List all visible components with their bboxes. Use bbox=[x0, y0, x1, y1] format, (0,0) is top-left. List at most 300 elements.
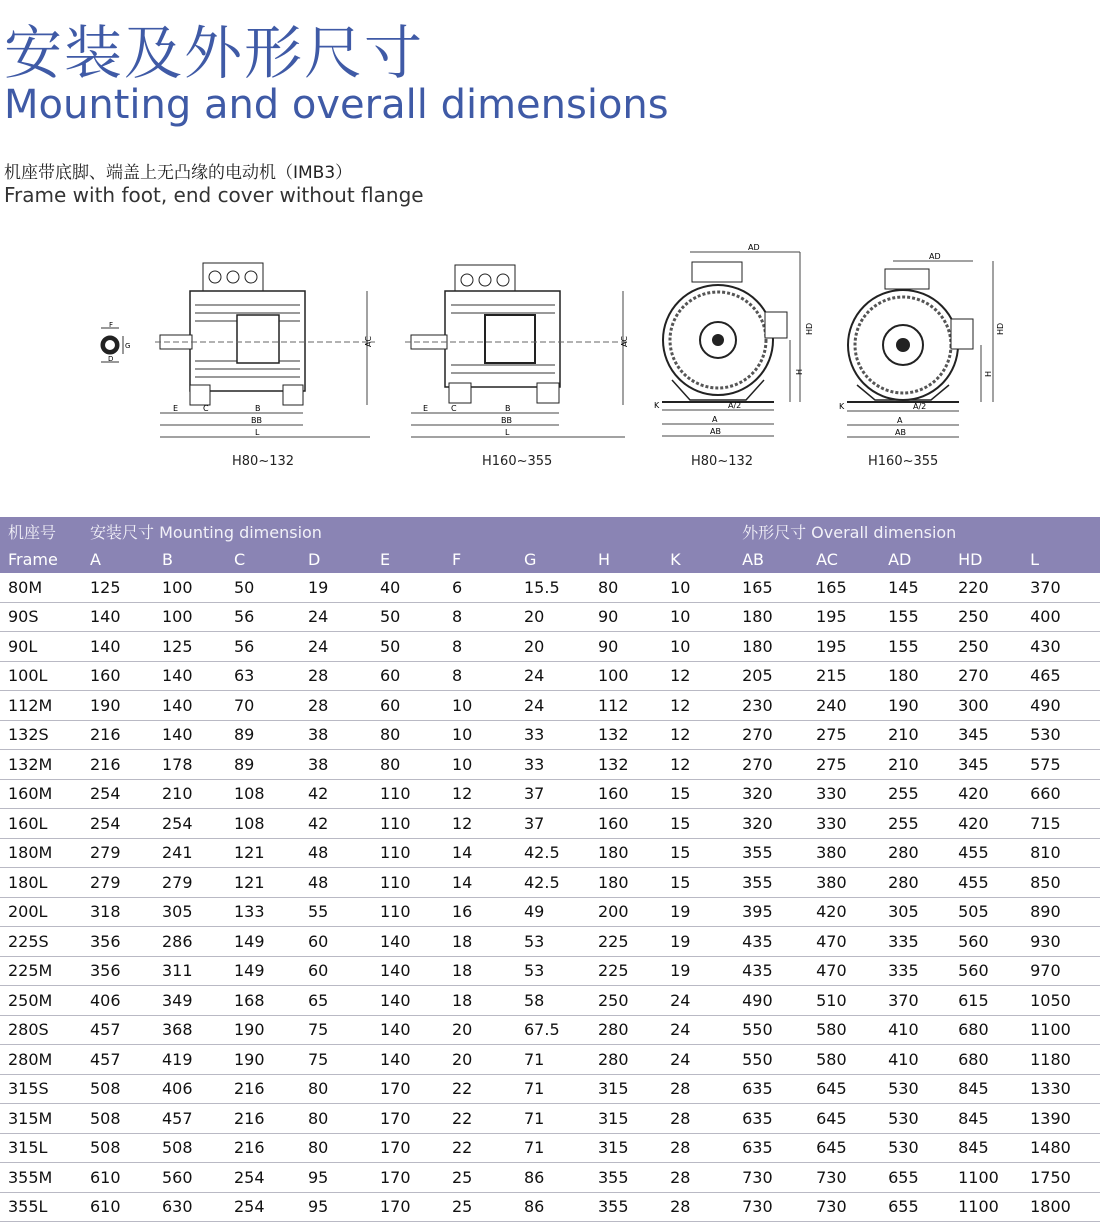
table-cell: 216 bbox=[226, 1104, 300, 1134]
table-cell: 18 bbox=[444, 986, 516, 1016]
table-cell: 970 bbox=[1022, 956, 1100, 986]
table-cell: 95 bbox=[300, 1163, 372, 1193]
table-cell: 345 bbox=[950, 750, 1022, 780]
table-cell: 455 bbox=[950, 868, 1022, 898]
table-cell: 80 bbox=[372, 750, 444, 780]
table-cell: 10 bbox=[662, 602, 734, 632]
table-cell: 28 bbox=[662, 1133, 734, 1163]
drawing-caption: H160~355 bbox=[482, 454, 553, 469]
table-cell: 19 bbox=[662, 927, 734, 957]
table-cell: 15 bbox=[662, 838, 734, 868]
table-cell: 530 bbox=[880, 1104, 950, 1134]
table-row bbox=[0, 1015, 1100, 1045]
table-cell: 505 bbox=[950, 897, 1022, 927]
table-cell: 14 bbox=[444, 868, 516, 898]
table-cell: 530 bbox=[880, 1133, 950, 1163]
table-cell: 255 bbox=[880, 809, 950, 839]
table-cell: 50 bbox=[226, 573, 300, 602]
side-small-label-e: E bbox=[173, 404, 179, 413]
table-cell: 89 bbox=[226, 720, 300, 750]
table-cell: 170 bbox=[372, 1192, 444, 1222]
table-cell: 132 bbox=[590, 720, 662, 750]
table-row bbox=[0, 691, 1100, 721]
end-small-label-hd: HD bbox=[805, 322, 814, 335]
table-cell: 730 bbox=[734, 1192, 808, 1222]
table-cell: 280 bbox=[590, 1015, 662, 1045]
table-cell: 216 bbox=[226, 1074, 300, 1104]
table-cell: 10 bbox=[662, 573, 734, 602]
table-cell: 1100 bbox=[1022, 1015, 1100, 1045]
table-cell: 60 bbox=[300, 956, 372, 986]
table-cell: 457 bbox=[82, 1045, 154, 1075]
table-cell: 508 bbox=[154, 1133, 226, 1163]
table-cell: 125 bbox=[154, 632, 226, 662]
table-cell: 318 bbox=[82, 897, 154, 927]
table-cell: 121 bbox=[226, 868, 300, 898]
table-cell: 149 bbox=[226, 927, 300, 957]
table-cell: 370 bbox=[880, 986, 950, 1016]
table-cell: 90S bbox=[0, 602, 82, 632]
table-cell: 19 bbox=[662, 897, 734, 927]
table-cell: 121 bbox=[226, 838, 300, 868]
table-cell: 50 bbox=[372, 632, 444, 662]
column-header-d: D bbox=[300, 545, 372, 573]
column-header-e: E bbox=[372, 545, 444, 573]
table-cell: 165 bbox=[808, 573, 880, 602]
table-cell: 165 bbox=[734, 573, 808, 602]
table-cell: 80M bbox=[0, 573, 82, 602]
end-large-label-a: A bbox=[897, 416, 903, 425]
side-large-label-c: C bbox=[451, 404, 457, 413]
column-header-a: A bbox=[82, 545, 154, 573]
table-cell: 457 bbox=[82, 1015, 154, 1045]
table-row bbox=[0, 720, 1100, 750]
table-cell: 133 bbox=[226, 897, 300, 927]
table-cell: 168 bbox=[226, 986, 300, 1016]
table-row bbox=[0, 779, 1100, 809]
table-cell: 140 bbox=[154, 720, 226, 750]
table-cell: 305 bbox=[880, 897, 950, 927]
table-row bbox=[0, 1133, 1100, 1163]
table-cell: 530 bbox=[880, 1074, 950, 1104]
table-cell: 216 bbox=[226, 1133, 300, 1163]
table-cell: 270 bbox=[734, 720, 808, 750]
table-cell: 37 bbox=[516, 779, 590, 809]
table-cell: 250 bbox=[590, 986, 662, 1016]
table-cell: 368 bbox=[154, 1015, 226, 1045]
table-cell: 420 bbox=[950, 809, 1022, 839]
table-cell: 280S bbox=[0, 1015, 82, 1045]
table-cell: 215 bbox=[808, 661, 880, 691]
table-cell: 140 bbox=[154, 661, 226, 691]
table-cell: 270 bbox=[950, 661, 1022, 691]
table-cell: 315M bbox=[0, 1104, 82, 1134]
table-cell: 200L bbox=[0, 897, 82, 927]
table-cell: 635 bbox=[734, 1074, 808, 1104]
table-cell: 225 bbox=[590, 956, 662, 986]
table-cell: 65 bbox=[300, 986, 372, 1016]
end-small-label-a2: A/2 bbox=[728, 401, 742, 410]
table-cell: 71 bbox=[516, 1045, 590, 1075]
table-cell: 53 bbox=[516, 927, 590, 957]
table-cell: 190 bbox=[226, 1015, 300, 1045]
table-cell: 845 bbox=[950, 1074, 1022, 1104]
table-cell: 254 bbox=[82, 809, 154, 839]
table-cell: 320 bbox=[734, 779, 808, 809]
table-cell: 28 bbox=[662, 1074, 734, 1104]
header-mounting-group: 安装尺寸 Mounting dimension bbox=[82, 517, 662, 545]
table-cell: 110 bbox=[372, 779, 444, 809]
table-cell: 63 bbox=[226, 661, 300, 691]
column-header-k: K bbox=[662, 545, 734, 573]
page-title-en: Mounting and overall dimensions bbox=[4, 82, 669, 128]
table-cell: 100L bbox=[0, 661, 82, 691]
table-row bbox=[0, 602, 1100, 632]
table-cell: 455 bbox=[950, 838, 1022, 868]
table-cell: 419 bbox=[154, 1045, 226, 1075]
table-cell: 430 bbox=[1022, 632, 1100, 662]
table-cell: 345 bbox=[950, 720, 1022, 750]
table-cell: 10 bbox=[444, 720, 516, 750]
table-cell: 10 bbox=[444, 750, 516, 780]
column-header-c: C bbox=[226, 545, 300, 573]
side-large-label-ac: AC bbox=[620, 336, 629, 347]
table-cell: 1100 bbox=[950, 1163, 1022, 1193]
table-cell: 406 bbox=[82, 986, 154, 1016]
end-small-label-ab: AB bbox=[710, 427, 721, 436]
table-cell: 15.5 bbox=[516, 573, 590, 602]
table-cell: 845 bbox=[950, 1104, 1022, 1134]
table-cell: 149 bbox=[226, 956, 300, 986]
table-cell: 15 bbox=[662, 779, 734, 809]
table-cell: 33 bbox=[516, 750, 590, 780]
table-cell: 190 bbox=[880, 691, 950, 721]
table-cell: 8 bbox=[444, 632, 516, 662]
table-cell: 100 bbox=[154, 602, 226, 632]
table-cell: 1480 bbox=[1022, 1133, 1100, 1163]
table-cell: 140 bbox=[154, 691, 226, 721]
table-cell: 715 bbox=[1022, 809, 1100, 839]
subtitle-en: Frame with foot, end cover without flange bbox=[4, 183, 424, 207]
end-large-label-k: K bbox=[839, 402, 845, 411]
table-cell: 24 bbox=[516, 691, 590, 721]
table-cell: 270 bbox=[734, 750, 808, 780]
table-cell: 645 bbox=[808, 1074, 880, 1104]
table-cell: 19 bbox=[662, 956, 734, 986]
column-header-h: H bbox=[590, 545, 662, 573]
table-cell: 410 bbox=[880, 1045, 950, 1075]
side-small-label-b: B bbox=[255, 404, 261, 413]
table-cell: 280 bbox=[880, 868, 950, 898]
end-small-label-k: K bbox=[654, 401, 660, 410]
table-cell: 24 bbox=[516, 661, 590, 691]
table-cell: 160L bbox=[0, 809, 82, 839]
table-cell: 140 bbox=[82, 632, 154, 662]
table-cell: 200 bbox=[590, 897, 662, 927]
table-cell: 610 bbox=[82, 1192, 154, 1222]
table-row bbox=[0, 1074, 1100, 1104]
table-cell: 400 bbox=[1022, 602, 1100, 632]
table-cell: 190 bbox=[226, 1045, 300, 1075]
table-cell: 655 bbox=[880, 1192, 950, 1222]
table-cell: 355 bbox=[590, 1163, 662, 1193]
table-cell: 180 bbox=[734, 602, 808, 632]
table-cell: 48 bbox=[300, 868, 372, 898]
table-cell: 49 bbox=[516, 897, 590, 927]
table-cell: 12 bbox=[444, 779, 516, 809]
side-view-large-drawing bbox=[405, 255, 640, 450]
table-cell: 70 bbox=[226, 691, 300, 721]
side-large-label-e: E bbox=[423, 404, 429, 413]
end-small-label-ad: AD bbox=[748, 243, 760, 252]
table-cell: 33 bbox=[516, 720, 590, 750]
column-header-ab: AB bbox=[734, 545, 808, 573]
table-cell: 330 bbox=[808, 809, 880, 839]
table-cell: 635 bbox=[734, 1133, 808, 1163]
table-cell: 75 bbox=[300, 1015, 372, 1045]
table-cell: 100 bbox=[590, 661, 662, 691]
table-cell: 108 bbox=[226, 779, 300, 809]
table-cell: 205 bbox=[734, 661, 808, 691]
table-cell: 280 bbox=[590, 1045, 662, 1075]
table-cell: 380 bbox=[808, 868, 880, 898]
table-cell: 22 bbox=[444, 1104, 516, 1134]
table-cell: 575 bbox=[1022, 750, 1100, 780]
table-row bbox=[0, 750, 1100, 780]
table-cell: 132M bbox=[0, 750, 82, 780]
table-row bbox=[0, 573, 1100, 602]
table-cell: 1390 bbox=[1022, 1104, 1100, 1134]
table-body bbox=[0, 573, 1100, 1222]
table-cell: 15 bbox=[662, 809, 734, 839]
table-cell: 24 bbox=[662, 986, 734, 1016]
table-cell: 370 bbox=[1022, 573, 1100, 602]
table-cell: 355 bbox=[734, 868, 808, 898]
table-cell: 132 bbox=[590, 750, 662, 780]
table-cell: 1330 bbox=[1022, 1074, 1100, 1104]
table-cell: 12 bbox=[662, 691, 734, 721]
table-row bbox=[0, 868, 1100, 898]
table-cell: 730 bbox=[808, 1163, 880, 1193]
table-cell: 90L bbox=[0, 632, 82, 662]
side-view-small-drawing bbox=[155, 255, 385, 450]
table-cell: 160M bbox=[0, 779, 82, 809]
table-cell: 60 bbox=[372, 691, 444, 721]
table-cell: 42 bbox=[300, 779, 372, 809]
table-cell: 850 bbox=[1022, 868, 1100, 898]
end-large-label-ad: AD bbox=[929, 252, 941, 261]
table-cell: 490 bbox=[734, 986, 808, 1016]
table-cell: 180 bbox=[590, 838, 662, 868]
table-row bbox=[0, 986, 1100, 1016]
table-cell: 730 bbox=[808, 1192, 880, 1222]
table-row bbox=[0, 927, 1100, 957]
table-cell: 37 bbox=[516, 809, 590, 839]
table-cell: 178 bbox=[154, 750, 226, 780]
table-row bbox=[0, 661, 1100, 691]
table-cell: 315L bbox=[0, 1133, 82, 1163]
table-cell: 305 bbox=[154, 897, 226, 927]
table-cell: 24 bbox=[300, 632, 372, 662]
table-cell: 180L bbox=[0, 868, 82, 898]
side-large-label-l: L bbox=[505, 428, 510, 437]
table-row bbox=[0, 1163, 1100, 1193]
table-cell: 20 bbox=[516, 632, 590, 662]
table-cell: 470 bbox=[808, 956, 880, 986]
table-cell: 170 bbox=[372, 1163, 444, 1193]
table-cell: 490 bbox=[1022, 691, 1100, 721]
table-cell: 410 bbox=[880, 1015, 950, 1045]
table-cell: 225S bbox=[0, 927, 82, 957]
table-cell: 190 bbox=[82, 691, 154, 721]
shaft-label-d: D bbox=[108, 355, 114, 363]
table-cell: 8 bbox=[444, 602, 516, 632]
table-cell: 60 bbox=[300, 927, 372, 957]
table-cell: 255 bbox=[880, 779, 950, 809]
column-header-l: L bbox=[1022, 545, 1100, 573]
table-cell: 465 bbox=[1022, 661, 1100, 691]
table-cell: 406 bbox=[154, 1074, 226, 1104]
table-cell: 510 bbox=[808, 986, 880, 1016]
table-cell: 71 bbox=[516, 1104, 590, 1134]
table-cell: 635 bbox=[734, 1104, 808, 1134]
table-cell: 508 bbox=[82, 1133, 154, 1163]
end-large-label-h: H bbox=[984, 370, 993, 377]
table-cell: 1800 bbox=[1022, 1192, 1100, 1222]
table-cell: 112 bbox=[590, 691, 662, 721]
table-cell: 225 bbox=[590, 927, 662, 957]
table-cell: 457 bbox=[154, 1104, 226, 1134]
table-cell: 180 bbox=[590, 868, 662, 898]
table-cell: 250 bbox=[950, 602, 1022, 632]
drawing-caption: H160~355 bbox=[868, 454, 939, 469]
table-cell: 75 bbox=[300, 1045, 372, 1075]
table-cell: 48 bbox=[300, 838, 372, 868]
table-cell: 645 bbox=[808, 1133, 880, 1163]
table-cell: 56 bbox=[226, 632, 300, 662]
table-cell: 275 bbox=[808, 720, 880, 750]
table-cell: 420 bbox=[808, 897, 880, 927]
table-cell: 890 bbox=[1022, 897, 1100, 927]
table-cell: 560 bbox=[950, 956, 1022, 986]
table-cell: 250M bbox=[0, 986, 82, 1016]
column-header-ad: AD bbox=[880, 545, 950, 573]
table-cell: 55 bbox=[300, 897, 372, 927]
table-cell: 90 bbox=[590, 602, 662, 632]
table-cell: 28 bbox=[300, 691, 372, 721]
column-header-frame: Frame bbox=[0, 545, 82, 573]
table-cell: 125 bbox=[82, 573, 154, 602]
table-cell: 80 bbox=[300, 1104, 372, 1134]
table-cell: 80 bbox=[300, 1074, 372, 1104]
table-cell: 100 bbox=[154, 573, 226, 602]
table-cell: 24 bbox=[300, 602, 372, 632]
table-cell: 140 bbox=[372, 1045, 444, 1075]
table-cell: 655 bbox=[880, 1163, 950, 1193]
shaft-label-g: G bbox=[125, 342, 131, 350]
table-cell: 86 bbox=[516, 1192, 590, 1222]
table-cell: 60 bbox=[372, 661, 444, 691]
table-group-header-row bbox=[0, 517, 1100, 545]
table-cell: 355 bbox=[734, 838, 808, 868]
table-cell: 89 bbox=[226, 750, 300, 780]
table-cell: 254 bbox=[82, 779, 154, 809]
side-large-label-b: B bbox=[505, 404, 511, 413]
table-cell: 110 bbox=[372, 868, 444, 898]
table-cell: 16 bbox=[444, 897, 516, 927]
table-cell: 28 bbox=[662, 1192, 734, 1222]
table-cell: 155 bbox=[880, 602, 950, 632]
table-cell: 160 bbox=[590, 779, 662, 809]
drawing-caption: H80~132 bbox=[691, 454, 754, 469]
table-cell: 550 bbox=[734, 1045, 808, 1075]
table-cell: 80 bbox=[372, 720, 444, 750]
table-cell: 22 bbox=[444, 1133, 516, 1163]
table-cell: 930 bbox=[1022, 927, 1100, 957]
header-frame-cn: 机座号 bbox=[0, 517, 82, 545]
table-cell: 470 bbox=[808, 927, 880, 957]
end-large-label-ab: AB bbox=[895, 428, 906, 437]
table-cell: 660 bbox=[1022, 779, 1100, 809]
table-column-header-row bbox=[0, 545, 1100, 573]
table-cell: 560 bbox=[154, 1163, 226, 1193]
table-cell: 40 bbox=[372, 573, 444, 602]
table-cell: 395 bbox=[734, 897, 808, 927]
table-cell: 508 bbox=[82, 1104, 154, 1134]
table-cell: 15 bbox=[662, 868, 734, 898]
table-cell: 90 bbox=[590, 632, 662, 662]
table-cell: 210 bbox=[880, 720, 950, 750]
column-header-ac: AC bbox=[808, 545, 880, 573]
table-row bbox=[0, 838, 1100, 868]
table-cell: 355L bbox=[0, 1192, 82, 1222]
table-cell: 280M bbox=[0, 1045, 82, 1075]
table-cell: 80 bbox=[590, 573, 662, 602]
table-cell: 19 bbox=[300, 573, 372, 602]
table-cell: 180 bbox=[734, 632, 808, 662]
table-cell: 140 bbox=[372, 986, 444, 1016]
table-cell: 355 bbox=[590, 1192, 662, 1222]
table-cell: 1100 bbox=[950, 1192, 1022, 1222]
table-cell: 279 bbox=[82, 868, 154, 898]
table-cell: 254 bbox=[154, 809, 226, 839]
table-cell: 8 bbox=[444, 661, 516, 691]
table-cell: 730 bbox=[734, 1163, 808, 1193]
table-cell: 335 bbox=[880, 956, 950, 986]
table-cell: 216 bbox=[82, 750, 154, 780]
table-cell: 560 bbox=[950, 927, 1022, 957]
table-cell: 53 bbox=[516, 956, 590, 986]
table-cell: 280 bbox=[880, 838, 950, 868]
side-small-label-c: C bbox=[203, 404, 209, 413]
table-cell: 170 bbox=[372, 1074, 444, 1104]
table-cell: 28 bbox=[662, 1163, 734, 1193]
table-cell: 24 bbox=[662, 1015, 734, 1045]
table-cell: 38 bbox=[300, 720, 372, 750]
table-cell: 420 bbox=[950, 779, 1022, 809]
table-cell: 22 bbox=[444, 1074, 516, 1104]
table-cell: 160 bbox=[82, 661, 154, 691]
table-cell: 112M bbox=[0, 691, 82, 721]
table-cell: 230 bbox=[734, 691, 808, 721]
table-cell: 279 bbox=[82, 838, 154, 868]
table-cell: 315 bbox=[590, 1074, 662, 1104]
table-cell: 95 bbox=[300, 1192, 372, 1222]
subtitle-cn: 机座带底脚、端盖上无凸缘的电动机（IMB3） bbox=[4, 163, 353, 183]
column-header-hd: HD bbox=[950, 545, 1022, 573]
table-cell: 155 bbox=[880, 632, 950, 662]
table-cell: 225M bbox=[0, 956, 82, 986]
